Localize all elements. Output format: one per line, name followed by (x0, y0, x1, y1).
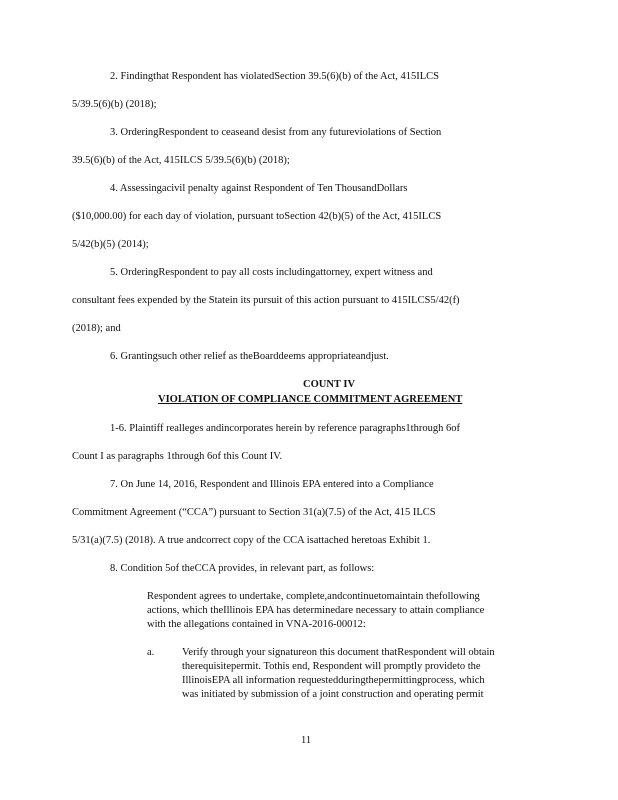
item-4-line-2: ($10,000.00) for each day of violation, pursuant toSection 42(b)(5) of the Act, 415ILCS (72, 211, 442, 222)
item-3-line-1: 3. OrderingRespondent to ceaseand desist from any futureviolations of Section (110, 127, 442, 138)
para-7-line-2: Commitment Agreement (“CCA”) pursuant to Section 31(a)(7.5) of the Act, 415 ILCS (72, 507, 436, 518)
para-7-line-3: 5/31(a)(7.5) (2018). A true andcorrect copy of the CCA isattached heretoas Exhibit 1. (72, 535, 431, 546)
quote-line-3: with the allegations contained in VNA-2016-00012: (147, 619, 366, 630)
item-4-line-1: 4. Assessingacivil penalty against Respondent of Ten ThousandDollars (110, 183, 408, 194)
item-4-line-3: 5/42(b)(5) (2014); (72, 239, 149, 250)
quote-line-1: Respondent agrees to undertake, complete,andcontinuetomaintain thefollowing (147, 591, 480, 602)
para-1-6-line-2: Count I as paragraphs 1through 6of this Count IV. (72, 451, 283, 462)
item-5-line-2: consultant fees expended by the Statein its pursuit of this action pursuant to 415ILCS5/42(f) (72, 295, 460, 306)
item-6-line-1: 6. Grantingsuch other relief as theBoarddeems appropriateandjust. (110, 351, 389, 362)
sub-item-a-line-3: IllinoisEPA all information requestedduringthepermittingprocess, which (182, 675, 485, 686)
sub-item-a-line-2: therequisitepermit. Tothis end, Respondent will promptly provideto the (182, 661, 481, 672)
item-3-line-2: 39.5(6)(b) of the Act, 415ILCS 5/39.5(6)(b) (2018); (72, 155, 290, 166)
item-2-line-1: 2. Findingthat Respondent has violatedSection 39.5(6)(b) of the Act, 415ILCS (110, 71, 439, 82)
item-5-line-1: 5. OrderingRespondent to pay all costs includingattorney, expert witness and (110, 267, 433, 278)
sub-item-a-line-1: Verify through your signatureon this document thatRespondent will obtain (182, 647, 495, 658)
count-heading: COUNT IV (303, 379, 356, 390)
item-2-line-2: 5/39.5(6)(b) (2018); (72, 99, 157, 110)
sub-item-a-line-4: was initiated by submission of a joint construction and operating permit (182, 689, 484, 700)
quote-line-2: actions, which theIllinois EPA has determinedare necessary to attain compliance (147, 605, 485, 616)
count-subheading: VIOLATION OF COMPLIANCE COMMITMENT AGREEMENT (158, 394, 463, 405)
item-5-line-3: (2018); and (72, 323, 121, 334)
sub-item-a-marker: a. (147, 647, 155, 658)
para-7-line-1: 7. On June 14, 2016, Respondent and Illinois EPA entered into a Compliance (110, 479, 434, 490)
para-8-line-1: 8. Condition 5of theCCA provides, in relevant part, as follows: (110, 563, 375, 574)
para-1-6-line-1: 1-6. Plaintiff realleges andincorporates herein by reference paragraphs1through 6of (110, 423, 460, 434)
page-number: 11 (301, 735, 312, 746)
